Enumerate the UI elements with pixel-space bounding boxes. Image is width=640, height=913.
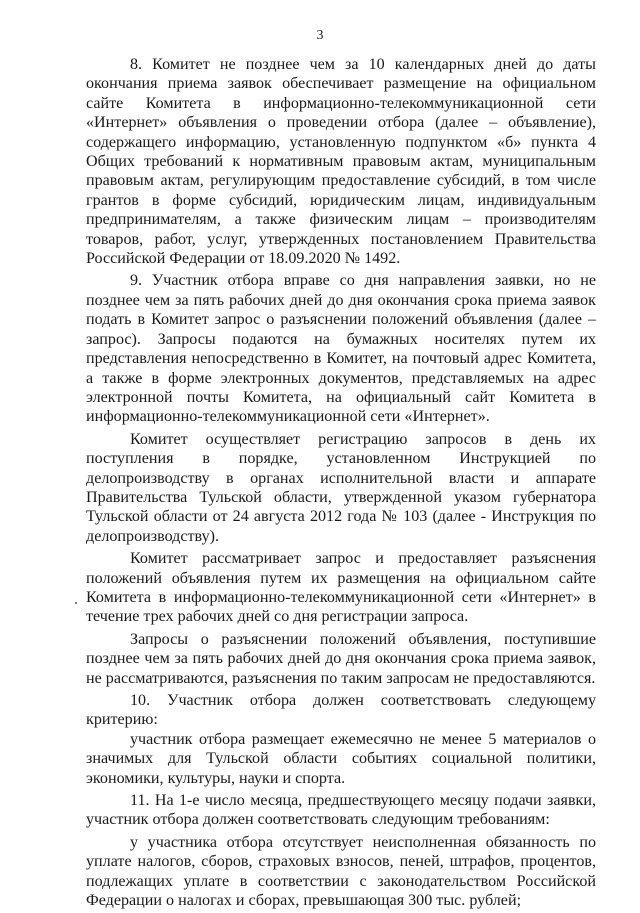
paragraph-clarification: Комитет рассматривает запрос и предоставляет разъяснения положений объявления путем их размещения на официальном сайте Комитета в информационно-телекоммуникационной сети «Интернет» в течение трех рабочих дней со дня регистрации запроса. [86,550,596,626]
paragraph-late-requests: Запросы о разъяснении положений объявления, поступившие позднее чем за пять рабочих дней до дня окончания срока приема заявок, не рассматриваются, разъяснения по таким запросам не предоставляются. [86,630,596,687]
paragraph-10: 10. Участник отбора должен соответствовать следующему критерию: [86,692,596,729]
paragraph-9: 9. Участник отбора вправе со дня направления заявки, но не позднее чем за пять рабочих дней до дня окончания срока приема заявок подать в Комитет запрос о разъяснении положений объявления (далее – запрос). Запросы подаются на бумажных носителях путем их представления непосредственно в Комитет, на почтовый адрес Комитета, а также в форме электронных документов, представляемых на адрес электронной почты Комитета, на официальный сайт Комитета в информационно-телекоммуникационной сети «Интернет». [86,272,596,426]
paragraph-criterion: участник отбора размещает ежемесячно не менее 5 материалов о значимых для Тульской области событиях социальной политики, экономики, культуры, науки и спорта. [86,730,596,787]
page-number: 3 [316,28,324,43]
paragraph-tax-requirement: у участника отбора отсутствует неисполненная обязанность по уплате налогов, сборов, страховых взносов, пеней, штрафов, процентов, подлежащих уплате в соответствии с законодательством Российской Федерации о налогах и сборах, превышающая 300 тыс. рублей; [86,833,596,910]
paragraph-11: 11. На 1-е число месяца, предшествующего месяцу подачи заявки, участник отбора должен соответствовать следующим требованиям: [86,792,596,829]
paragraph-registration: Комитет осуществляет регистрацию запросов в день их поступления в порядке, установленном Инструкцией по делопроизводству в органах исполнительной власти и аппарате Правительства Тульской области, утвержденной указом губернатора Тульской области от 24 августа 2012 года № 103 (далее - Инструкция по делопроизводству). [86,430,596,545]
paragraph-8: 8. Комитет не позднее чем за 10 календарных дней до даты окончания приема заявок обеспечивает размещение на официальном сайте Комитета в информационно-телекоммуникационной сети «Интернет» объявления о проведении отбора (далее – объявление), содержащего информацию, установленную подпунктом «б» пункта 4 Общих требований к нормативным правовым актам, муниципальным правовым актам, регулирующим предоставление субсидий, в том числе грантов в форме субсидий, юридическим лицам, индивидуальным предпринимателям, а также физическим лицам – производителям товаров, работ, услуг, утвержденных постановлением Правительства Российской Федерации от 18.09.2020 № 1492. [86,56,596,268]
document-body [86,55,596,913]
scan-speck [75,602,77,604]
